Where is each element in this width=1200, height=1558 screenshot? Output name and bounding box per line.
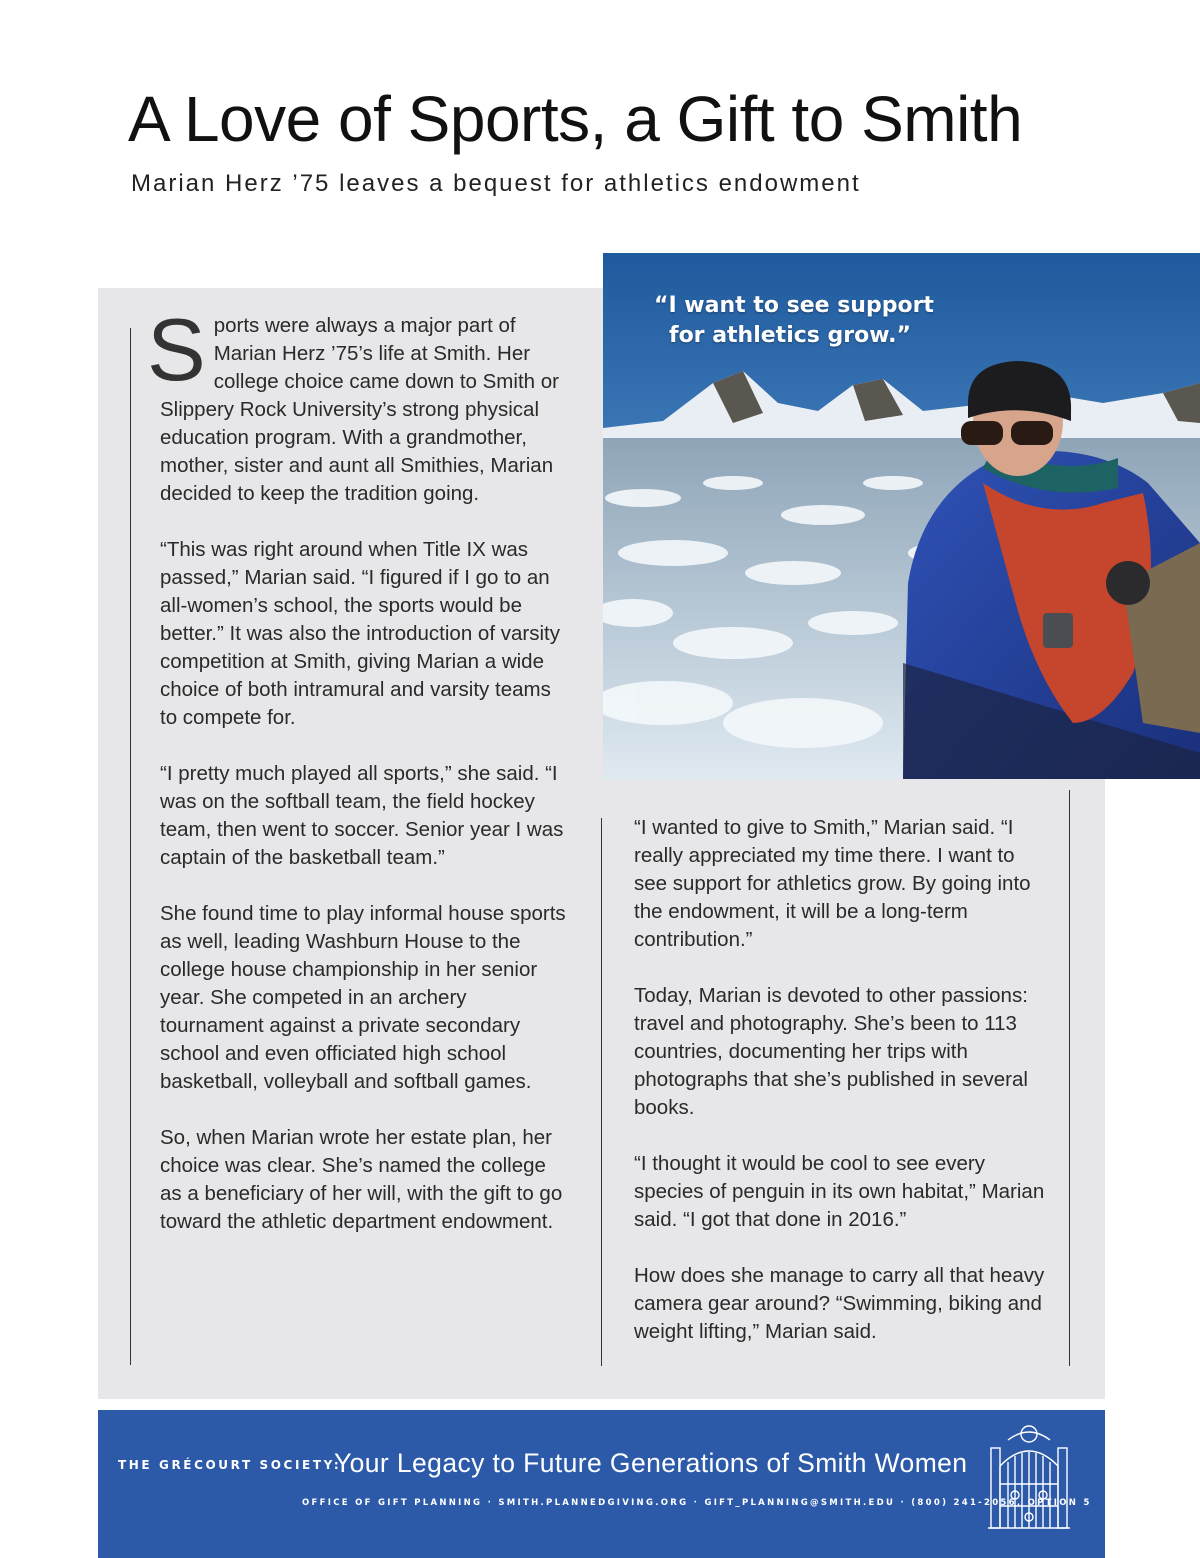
society-name: THE GRÉCOURT SOCIETY: [118, 1458, 342, 1472]
pull-quote-line-1: “I want to see support [654, 293, 934, 318]
footer-banner [98, 1410, 1105, 1558]
footer-tagline: Your Legacy to Future Generations of Smith Women [334, 1448, 968, 1478]
paragraph-8: “I thought it would be cool to see every species of penguin in its own habitat,” Marian said. “I got that done in 2016.” [634, 1152, 1045, 1231]
grecourt-gate-icon [988, 1422, 1070, 1532]
middle-column-rule [601, 818, 602, 1366]
paragraph-2: “This was right around when Title IX was passed,” Marian said. “I figured if I go to an all-women’s school, the sports would be better.” It was also the introduction of varsity competition at Smith, giving Marian a wide choice of both intramural and varsity teams to compete for. [160, 538, 560, 729]
page-subtitle: Marian Herz ’75 leaves a bequest for athletics endowment [131, 170, 861, 197]
pull-quote [654, 291, 934, 351]
contact-info: OFFICE OF GIFT PLANNING · SMITH.PLANNEDGIVING.ORG · GIFT_PLANNING@SMITH.EDU · (800) 241-2056, OPTION 5 [302, 1498, 1092, 1508]
paragraph-4: She found time to play informal house sports as well, leading Washburn House to the college house championship in her senior year. She competed in an archery tournament against a private secondary school and even officiated high school basketball, volleyball and softball games. [160, 902, 566, 1093]
pull-quote-line-2: for athletics grow.” [669, 323, 911, 348]
paragraph-7: Today, Marian is devoted to other passions: travel and photography. She’s been to 113 countries, documenting her trips with photographs that she’s published in several books. [634, 984, 1028, 1119]
right-column-rule [1069, 790, 1070, 1366]
drop-cap: S [147, 300, 206, 399]
paragraph-5: So, when Marian wrote her estate plan, her choice was clear. She’s named the college as a beneficiary of her will, with the gift to go toward the athletic department endowment. [160, 1126, 563, 1233]
paragraph-6: “I wanted to give to Smith,” Marian said. “I really appreciated my time there. I want to see support for athletics grow. By going into the endowment, it will be a long-term contribution.” [634, 816, 1031, 951]
left-column-rule [130, 328, 131, 1365]
paragraph-3: “I pretty much played all sports,” she said. “I was on the softball team, the field hockey team, then went to soccer. Senior year I was captain of the basketball team.” [160, 762, 564, 869]
paragraph-9: How does she manage to carry all that heavy camera gear around? “Swimming, biking and weight lifting,” Marian said. [634, 1264, 1045, 1343]
article-right-column [634, 814, 1046, 1346]
paragraph-1: Sports were always a major part of Marian Herz ’75’s life at Smith. Her college choice came down to Smith or Slippery Rock University’s strong physical education program. With a grandmother, mother, sister and aunt all Smithies, Marian decided to keep the tradition going. [147, 300, 559, 505]
article-left-column [147, 300, 568, 1236]
page-title: A Love of Sports, a Gift to Smith [128, 83, 1023, 155]
